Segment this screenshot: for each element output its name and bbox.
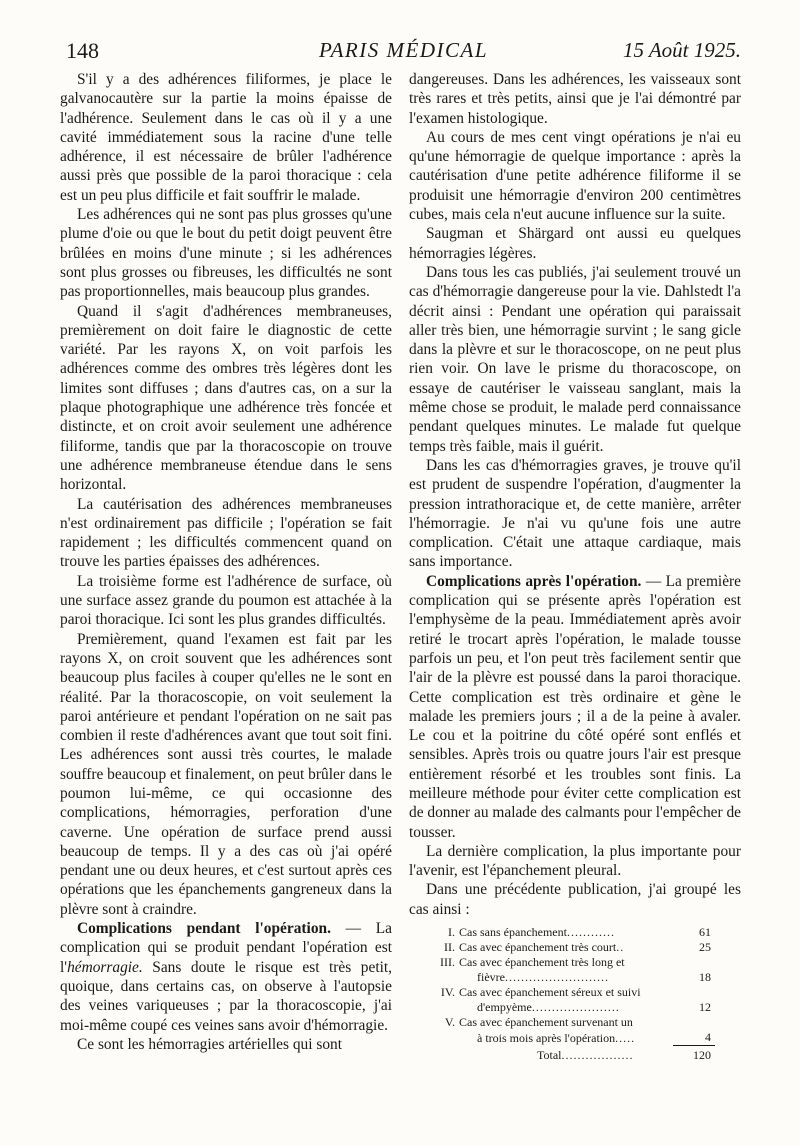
roman-numeral: III.: [440, 955, 455, 970]
case-category-label: [427, 955, 673, 970]
page-header: [66, 34, 741, 68]
case-count: 18: [699, 970, 711, 985]
case-category-label: [427, 925, 673, 940]
total-count: 120: [693, 1048, 711, 1063]
case-category-label-cont: [427, 1030, 673, 1046]
case-count: [673, 1015, 715, 1030]
table-row: [427, 970, 715, 985]
table-row: [427, 955, 715, 970]
paragraph: La cautérisation des adhérences membraneuses n'est ordinairement pas difficile ; l'opération se fait rapidement ; les difficultés commencent quand on trouve les parties épaisses des adhérences.: [60, 495, 392, 571]
emphasis-text: hémorragie.: [67, 958, 143, 976]
category-text: Cas avec épanchement séreux et suivi: [459, 985, 641, 1000]
paragraph: La troisième forme est l'adhérence de surface, où une surface assez grande du poumon est attachée à la paroi thoracique. Ici sont les plus grandes difficultés.: [60, 572, 392, 629]
leader-dots: .....: [615, 1030, 636, 1045]
paragraph: Quand il s'agit d'adhérences membraneuses, premièrement on doit faire le diagnostic de cette variété. Par les rayons X, on voit parfois les adhérences comme des ombres très légères dont les limites sont diffuses ; dans d'autres cas, on a sur la plaque photographique une adhérence très foncée et distincte, et on croit avoir seulement une adhérence filiforme, tandis que par la thoracoscopie on trouve une adhérence membraneuse étendue dans le sens horizontal.: [60, 302, 392, 494]
case-count: 61: [699, 925, 711, 940]
table-row: [427, 1030, 715, 1046]
text-run: — La complication qui se produit pendant l'opération est l': [60, 920, 392, 976]
category-text: Cas avec épanchement survenant un: [459, 1015, 633, 1030]
category-text: fièvre: [477, 970, 505, 985]
total-label: [427, 1046, 673, 1064]
category-text: Cas sans épanchement: [459, 925, 567, 940]
paragraph: Au cours de mes cent vingt opérations je n'ai eu qu'une hémorragie de quelque importance : après la cautérisation d'une petite adhérence filiforme il se produisit une hémorragie d'environ 200 centimètres cubes, mais cela n'eut aucune influence sur la suite.: [409, 128, 741, 224]
leader-dots: ..: [616, 940, 625, 955]
paragraph: dangereuses. Dans les adhérences, les vaisseaux sont très rares et très petits, ainsi que je l'ai démontré par l'examen histologique.: [409, 71, 741, 127]
journal-title: PARIS MÉDICAL: [318, 38, 488, 62]
section-heading: Complications pendant l'opération.: [77, 920, 331, 938]
paragraph: Saugman et Shärgard ont aussi eu quelques hémorragies légères.: [409, 225, 741, 262]
leader-dots: ......................: [531, 1000, 620, 1015]
table-row: [427, 925, 715, 940]
total-text: Total: [537, 1048, 562, 1063]
case-count: 4: [673, 1030, 715, 1046]
case-category-label-cont: [427, 970, 673, 985]
case-count: 12: [699, 1000, 711, 1015]
left-column: [60, 70, 392, 1054]
paragraph: Les adhérences qui ne sont pas plus grosses qu'une plume d'oie ou que le bout du petit doigt peuvent être brûlées en moins d'une minute ; si les adhérences sont plus grosses ou fibreuses, les difficultés ne sont pas proportionnelles, mais beaucoup plus grandes.: [60, 206, 392, 301]
paragraph: [60, 919, 392, 1035]
paragraph: La dernière complication, la plus importante pour l'avenir, est l'épanchement pleural.: [409, 842, 741, 880]
category-text: Cas avec épanchement très court: [459, 940, 617, 955]
case-statistics-table: [427, 925, 715, 1063]
text-run: — La première complication qui se présente après l'opération est l'emphysème de la peau. Immédiatement après avoir retiré le trocart après l'opération, le malade tousse parfois un peu, et l'on peut très facilement sentir que l'air de la plèvre est poussé dans la paroi thoracique. Cette complication est très ordinaire et gène le malade les premiers jours ; il a de la peine à avaler. Le cou et la poitrine du côté opéré sont enflés et sensibles. Après trois ou quatre jours l'air est presque entièrement résorbé et les troubles sont finis. La meilleure méthode pour éviter cette complication est de donner au malade des calmants pour l'empêcher de tousser.: [409, 572, 741, 841]
roman-numeral: I.: [448, 925, 455, 940]
paragraph: Ce sont les hémorragies artérielles qui sont: [77, 1035, 342, 1053]
leader-dots: ..........................: [504, 970, 609, 985]
category-text: à trois mois après l'opération: [477, 1030, 616, 1045]
right-column: [409, 70, 741, 1063]
roman-numeral: V.: [444, 1015, 455, 1030]
page-number: 148: [66, 38, 99, 63]
leader-dots: ..................: [561, 1048, 634, 1063]
case-category-label: [427, 985, 673, 1000]
paragraph: Premièrement, quand l'examen est fait par les rayons X, on croit souvent que les adhérences sont beaucoup plus faciles à couper qu'elles ne le sont en réalité. Par la thoracoscopie, on voit seulement la paroi antérieure et pendant l'opération on ne sait pas combien il reste d'adhérences avant que tout soit fini. Les adhérences sont aussi très courtes, le malade souffre beaucoup et finalement, on peut brûler dans le poumon lui-même, ce qui occasionne des complications, hémorragies, perforation d'une caverne. Une opération de surface prend aussi beaucoup de temps. Il y a des cas où j'ai opéré pendant une ou deux heures, et c'est surtout après ces opérations que les épanchements gangreneux dans la plèvre sont à craindre.: [60, 630, 392, 918]
issue-date: 15 Août 1925.: [622, 38, 741, 62]
table-row: [427, 1000, 715, 1015]
paragraph: Dans une précédente publication, j'ai groupé les cas ainsi :: [409, 881, 741, 918]
total-row: [427, 1046, 715, 1064]
case-count: [673, 985, 715, 1000]
section-heading: Complications après l'opération.: [426, 572, 642, 590]
table-row: [427, 1015, 715, 1030]
case-category-label: [427, 940, 673, 955]
paragraph: Dans les cas d'hémorragies graves, je trouve qu'il est prudent de suspendre l'opération, d'augmenter la pression intrathoracique et, de cette manière, arrêter l'hémorragie. Je n'ai vu qu'une fois une autre complication. C'était une attaque cardiaque, mais sans importance.: [409, 456, 741, 571]
case-count: [673, 955, 715, 970]
case-category-label: [427, 1015, 673, 1030]
paragraph: Dans tous les cas publiés, j'ai seulement trouvé un cas d'hémorragie dangereuse pour la vie. Dahlstedt l'a décrit ainsi : Pendant une opération qui paraissait aller très bien, une hémorragie survint ; le sang gicle dans la plèvre et sur le thoracoscope, on ne peut plus rien voir. On lave le prisme du thoracoscope, on essaye de cautériser le vaisseau sanglant, mais la même chose se produit, le malade perd connaissance pendant quelques minutes. Le malade fut quelque temps très faible, mais il guérit.: [409, 263, 741, 455]
roman-numeral: IV.: [440, 985, 455, 1000]
paragraph: S'il y a des adhérences filiformes, je place le galvanocautère sur la partie la moins épaisse de l'adhérence. Seulement dans le cas où il y a une cavité immédiatement sous la racine d'une telle adhérence, il est nécessaire de brûler l'adhérence aussi près que possible de la paroi thoracique : cela est un peu plus difficile et fait souffrir le malade.: [60, 71, 392, 204]
table-row: [427, 985, 715, 1000]
case-count: 25: [699, 940, 711, 955]
leader-dots: ............: [566, 925, 615, 940]
table-row: [427, 940, 715, 955]
category-text: Cas avec épanchement très long et: [459, 955, 625, 970]
text-run: Sans doute le risque est très petit, quoique, dans certains cas, on observe à l'autopsie des veines variqueuses ; par la thoracoscopie, j'ai moi-même coupé ces veines sans avoir d'hémorragie.: [60, 958, 392, 1034]
roman-numeral: II.: [444, 940, 455, 955]
case-category-label-cont: [427, 1000, 673, 1015]
category-text: d'empyème: [477, 1000, 532, 1015]
paragraph: [409, 572, 741, 842]
